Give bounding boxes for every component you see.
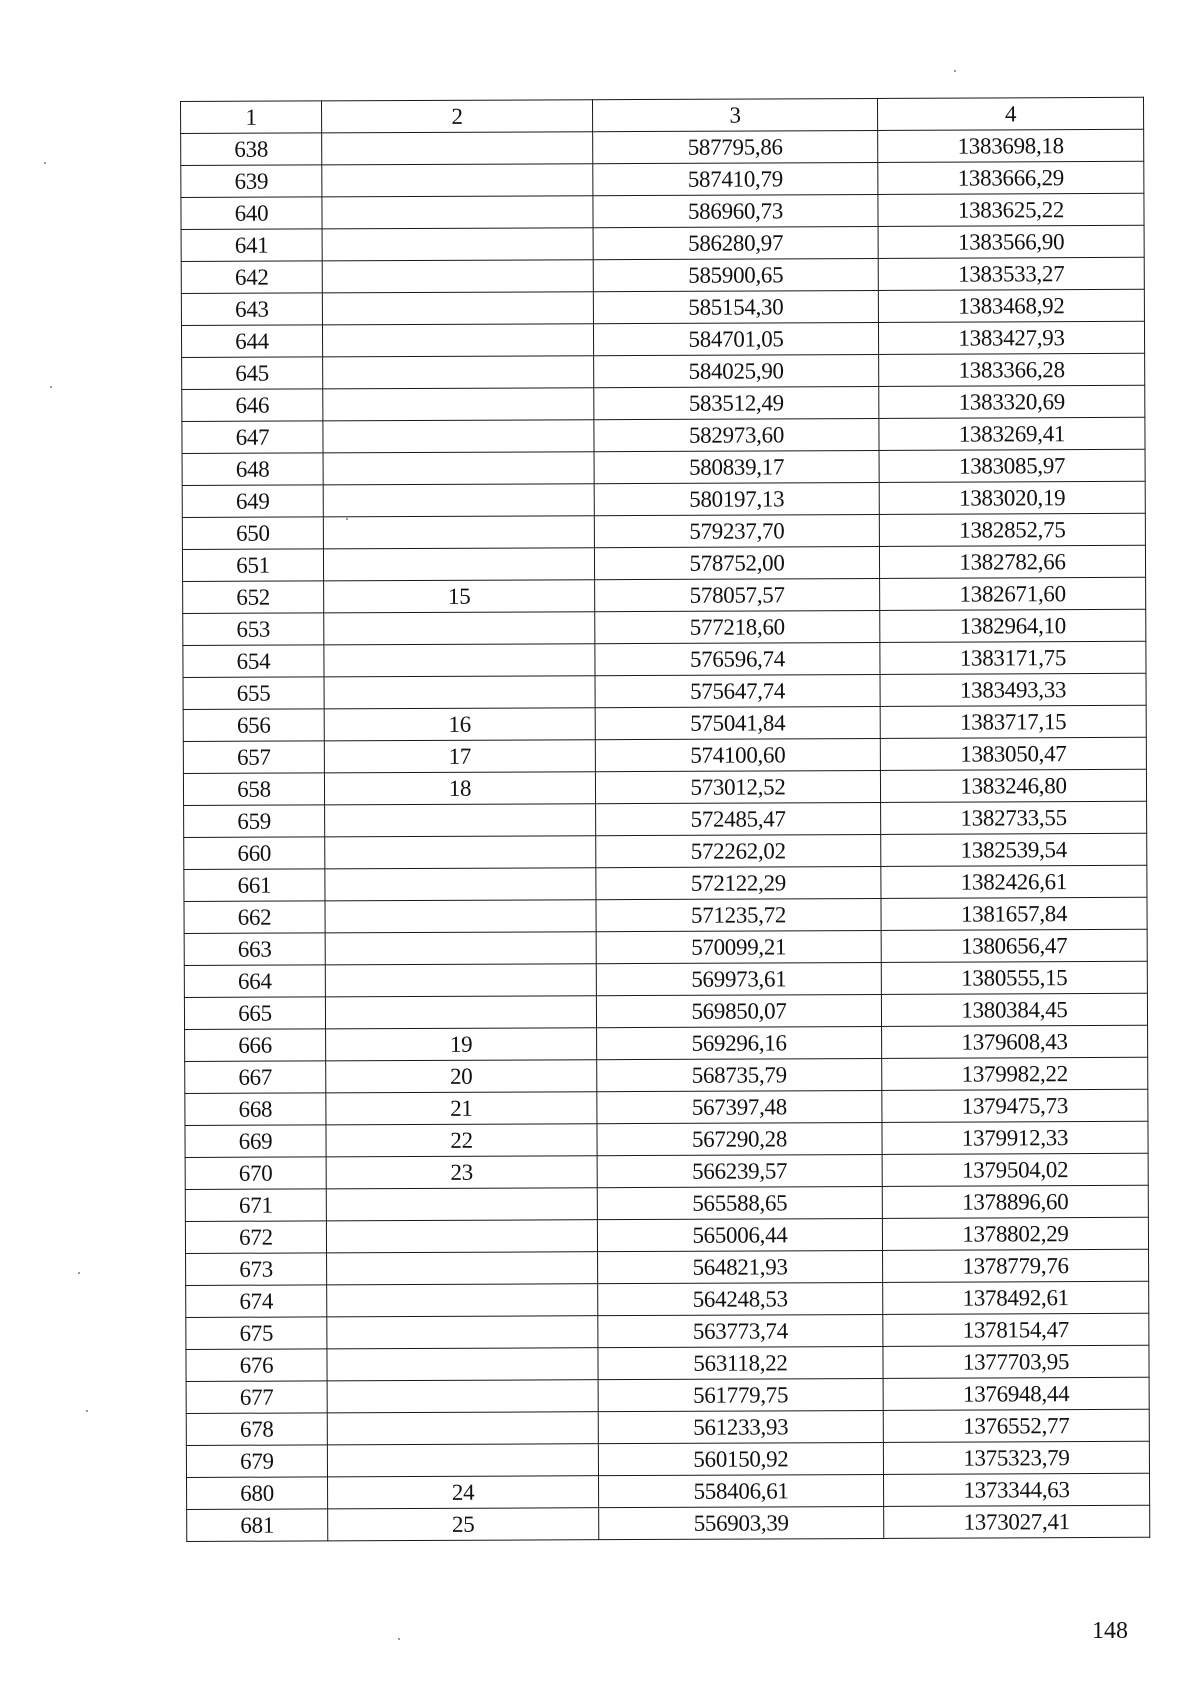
- coordinate-y-cell: 1383666,29: [878, 161, 1144, 194]
- secondary-number-cell: 24: [328, 1476, 599, 1509]
- coordinate-y-cell: 1376948,44: [883, 1377, 1149, 1410]
- table-row: [182, 513, 1145, 549]
- point-number-cell: 647: [182, 421, 323, 454]
- point-number-cell: 679: [186, 1445, 327, 1478]
- coordinate-x-cell: 571235,72: [596, 898, 881, 931]
- coordinate-x-cell: 556903,39: [599, 1506, 884, 1539]
- coordinate-x-cell: 584701,05: [593, 322, 878, 355]
- point-number-cell: 645: [182, 357, 323, 390]
- coordinate-y-cell: 1379504,02: [882, 1153, 1148, 1186]
- table-row: [186, 1313, 1149, 1349]
- coordinate-y-cell: 1383246,80: [880, 769, 1146, 802]
- secondary-number-cell: 18: [324, 772, 595, 805]
- coordinate-y-cell: 1382671,60: [880, 577, 1146, 610]
- coordinate-x-cell: 567290,28: [597, 1122, 882, 1155]
- point-number-cell: 677: [186, 1381, 327, 1414]
- table-row: [183, 577, 1146, 613]
- secondary-number-cell: [326, 1188, 597, 1221]
- point-number-cell: 652: [183, 581, 324, 614]
- scan-speck: [954, 70, 956, 72]
- secondary-number-cell: 25: [328, 1508, 599, 1541]
- point-number-cell: 640: [181, 197, 322, 230]
- secondary-number-cell: [323, 388, 594, 421]
- point-number-cell: 646: [182, 389, 323, 422]
- point-number-cell: 654: [183, 645, 324, 678]
- coordinate-y-cell: 1383171,75: [880, 641, 1146, 674]
- table-header: [181, 97, 1144, 133]
- secondary-number-cell: [325, 932, 596, 965]
- point-number-cell: 669: [185, 1125, 326, 1158]
- table-row: [185, 1057, 1148, 1093]
- table-row: [184, 993, 1147, 1029]
- coordinate-x-cell: 585900,65: [593, 258, 878, 291]
- coordinate-x-cell: 569296,16: [597, 1026, 882, 1059]
- coordinate-y-cell: 1382852,75: [879, 513, 1145, 546]
- scan-speck: [346, 518, 348, 520]
- table-row: [184, 865, 1147, 901]
- coordinate-x-cell: 578057,57: [595, 578, 880, 611]
- table-row: [185, 1089, 1148, 1125]
- coordinate-y-cell: 1383320,69: [879, 385, 1145, 418]
- scan-speck: [44, 162, 46, 164]
- table-row: [181, 321, 1144, 357]
- secondary-number-cell: 23: [326, 1156, 597, 1189]
- point-number-cell: 659: [184, 805, 325, 838]
- secondary-number-cell: [323, 452, 594, 485]
- secondary-number-cell: 21: [326, 1092, 597, 1125]
- point-number-cell: 678: [186, 1413, 327, 1446]
- coordinate-x-cell: 569973,61: [596, 962, 881, 995]
- coordinate-x-cell: 575041,84: [595, 706, 880, 739]
- secondary-number-cell: [324, 612, 595, 645]
- point-number-cell: 670: [185, 1157, 326, 1190]
- secondary-number-cell: [323, 484, 594, 517]
- scan-speck: [78, 1272, 80, 1274]
- header-cell-col-3: 3: [592, 98, 877, 131]
- point-number-cell: 675: [186, 1317, 327, 1350]
- coordinate-x-cell: 563118,22: [598, 1346, 883, 1379]
- point-number-cell: 680: [187, 1477, 328, 1510]
- coordinate-y-cell: 1383427,93: [878, 321, 1144, 354]
- coordinate-x-cell: 572262,02: [596, 834, 881, 867]
- coordinate-x-cell: 567397,48: [597, 1090, 882, 1123]
- secondary-number-cell: [323, 356, 594, 389]
- secondary-number-cell: [322, 164, 593, 197]
- point-number-cell: 639: [181, 165, 322, 198]
- table-row: [187, 1473, 1150, 1509]
- coordinate-y-cell: 1376552,77: [883, 1409, 1149, 1442]
- coordinate-x-cell: 572122,29: [596, 866, 881, 899]
- point-number-cell: 649: [182, 485, 323, 518]
- table-row: [186, 1377, 1149, 1413]
- table-row: [183, 641, 1146, 677]
- secondary-number-cell: [327, 1412, 598, 1445]
- table-row: [185, 1153, 1148, 1189]
- coordinate-x-cell: 564821,93: [598, 1250, 883, 1283]
- point-number-cell: 672: [185, 1221, 326, 1254]
- point-number-cell: 655: [183, 677, 324, 710]
- coordinate-x-cell: 587795,86: [593, 130, 878, 163]
- point-number-cell: 662: [184, 901, 325, 934]
- coordinate-y-cell: 1373344,63: [883, 1473, 1149, 1506]
- table-row: [186, 1345, 1149, 1381]
- coordinate-y-cell: 1380555,15: [881, 961, 1147, 994]
- secondary-number-cell: [322, 260, 593, 293]
- secondary-number-cell: [323, 548, 594, 581]
- table-row: [182, 545, 1145, 581]
- table-row: [182, 481, 1145, 517]
- table-row: [186, 1441, 1149, 1477]
- coordinate-x-cell: 563773,74: [598, 1314, 883, 1347]
- coordinate-y-cell: 1375323,79: [883, 1441, 1149, 1474]
- secondary-number-cell: [327, 1380, 598, 1413]
- secondary-number-cell: [322, 292, 593, 325]
- coordinate-x-cell: 580197,13: [594, 482, 879, 515]
- coordinate-y-cell: 1379475,73: [882, 1089, 1148, 1122]
- coordinate-y-cell: 1383625,22: [878, 193, 1144, 226]
- coordinate-y-cell: 1383085,97: [879, 449, 1145, 482]
- coordinate-y-cell: 1383493,33: [880, 673, 1146, 706]
- point-number-cell: 656: [183, 709, 324, 742]
- point-number-cell: 643: [181, 293, 322, 326]
- secondary-number-cell: [325, 836, 596, 869]
- coordinate-y-cell: 1378492,61: [883, 1281, 1149, 1314]
- coordinate-x-cell: 572485,47: [596, 802, 881, 835]
- secondary-number-cell: 22: [326, 1124, 597, 1157]
- coordinate-x-cell: 564248,53: [598, 1282, 883, 1315]
- coordinate-x-cell: 579237,70: [594, 514, 879, 547]
- coordinate-x-cell: 584025,90: [594, 354, 879, 387]
- secondary-number-cell: [322, 324, 593, 357]
- secondary-number-cell: [324, 676, 595, 709]
- coordinate-y-cell: 1379912,33: [882, 1121, 1148, 1154]
- secondary-number-cell: 15: [324, 580, 595, 613]
- table-row: [184, 929, 1147, 965]
- table-row: [186, 1249, 1149, 1285]
- secondary-number-cell: 16: [324, 708, 595, 741]
- header-cell-col-4: 4: [877, 97, 1143, 130]
- point-number-cell: 657: [183, 741, 324, 774]
- point-number-cell: 663: [184, 933, 325, 966]
- point-number-cell: 666: [185, 1029, 326, 1062]
- coordinate-x-cell: 561779,75: [598, 1378, 883, 1411]
- point-number-cell: 668: [185, 1093, 326, 1126]
- point-number-cell: 660: [184, 837, 325, 870]
- secondary-number-cell: [323, 516, 594, 549]
- secondary-number-cell: [322, 228, 593, 261]
- point-number-cell: 642: [181, 261, 322, 294]
- coordinate-y-cell: 1383366,28: [879, 353, 1145, 386]
- point-number-cell: 673: [186, 1253, 327, 1286]
- point-number-cell: 664: [184, 965, 325, 998]
- secondary-number-cell: [327, 1284, 598, 1317]
- coordinate-y-cell: 1379608,43: [882, 1025, 1148, 1058]
- coordinate-y-cell: 1382964,10: [880, 609, 1146, 642]
- table-body: [181, 129, 1150, 1541]
- secondary-number-cell: [325, 900, 596, 933]
- point-number-cell: 674: [186, 1285, 327, 1318]
- table-row: [186, 1409, 1149, 1445]
- secondary-number-cell: [322, 196, 593, 229]
- table-row: [183, 769, 1146, 805]
- table-row: [186, 1281, 1149, 1317]
- coordinate-x-cell: 569850,07: [596, 994, 881, 1027]
- coordinate-x-cell: 561233,93: [598, 1410, 883, 1443]
- scan-speck: [398, 1638, 400, 1640]
- point-number-cell: 638: [181, 133, 322, 166]
- point-number-cell: 641: [181, 229, 322, 262]
- secondary-number-cell: [322, 132, 593, 165]
- table-row: [181, 193, 1144, 229]
- coordinate-x-cell: 573012,52: [595, 770, 880, 803]
- table-row: [185, 1121, 1148, 1157]
- coordinate-y-cell: 1379982,22: [882, 1057, 1148, 1090]
- coordinate-x-cell: 586280,97: [593, 226, 878, 259]
- table-row: [184, 897, 1147, 933]
- coordinate-x-cell: 568735,79: [597, 1058, 882, 1091]
- coordinate-y-cell: 1378154,47: [883, 1313, 1149, 1346]
- coordinate-x-cell: 583512,49: [594, 386, 879, 419]
- table-row: [183, 609, 1146, 645]
- coordinate-y-cell: 1383717,15: [880, 705, 1146, 738]
- scan-speck: [86, 1410, 88, 1412]
- point-number-cell: 661: [184, 869, 325, 902]
- secondary-number-cell: [327, 1316, 598, 1349]
- table-row: [185, 1185, 1148, 1221]
- table-row: [182, 417, 1145, 453]
- secondary-number-cell: [324, 644, 595, 677]
- coordinate-x-cell: 558406,61: [599, 1474, 884, 1507]
- point-number-cell: 681: [187, 1509, 328, 1542]
- table-row: [182, 449, 1145, 485]
- point-number-cell: 644: [181, 325, 322, 358]
- table-row: [184, 833, 1147, 869]
- point-number-cell: 676: [186, 1349, 327, 1382]
- coordinate-y-cell: 1381657,84: [881, 897, 1147, 930]
- coordinate-y-cell: 1380656,47: [881, 929, 1147, 962]
- coordinate-x-cell: 574100,60: [595, 738, 880, 771]
- coordinate-y-cell: 1373027,41: [884, 1505, 1150, 1538]
- coordinate-y-cell: 1383269,41: [879, 417, 1145, 450]
- table-row: [183, 705, 1146, 741]
- table-row: [181, 225, 1144, 261]
- table-row: [181, 161, 1144, 197]
- coordinate-y-cell: 1378802,29: [882, 1217, 1148, 1250]
- secondary-number-cell: 17: [324, 740, 595, 773]
- coordinate-y-cell: 1380384,45: [881, 993, 1147, 1026]
- point-number-cell: 650: [182, 517, 323, 550]
- table-row: [183, 673, 1146, 709]
- table-row: [184, 961, 1147, 997]
- secondary-number-cell: [327, 1252, 598, 1285]
- point-number-cell: 665: [184, 997, 325, 1030]
- coordinate-x-cell: 577218,60: [595, 610, 880, 643]
- table-row: [187, 1505, 1150, 1541]
- table-row: [185, 1217, 1148, 1253]
- coordinate-x-cell: 578752,00: [594, 546, 879, 579]
- secondary-number-cell: [327, 1444, 598, 1477]
- table-row: [181, 129, 1144, 165]
- table-row: [183, 737, 1146, 773]
- point-number-cell: 667: [185, 1061, 326, 1094]
- point-number-cell: 653: [183, 613, 324, 646]
- page-number: 148: [1092, 1618, 1128, 1644]
- coordinate-y-cell: 1383468,92: [878, 289, 1144, 322]
- coordinate-x-cell: 565588,65: [597, 1186, 882, 1219]
- coordinate-x-cell: 565006,44: [597, 1218, 882, 1251]
- coordinate-y-cell: 1383050,47: [880, 737, 1146, 770]
- point-number-cell: 671: [185, 1189, 326, 1222]
- secondary-number-cell: [326, 1220, 597, 1253]
- table-row: [181, 289, 1144, 325]
- header-cell-col-1: 1: [181, 101, 322, 134]
- secondary-number-cell: 19: [326, 1028, 597, 1061]
- coordinate-x-cell: 566239,57: [597, 1154, 882, 1187]
- coordinate-x-cell: 575647,74: [595, 674, 880, 707]
- point-number-cell: 658: [183, 773, 324, 806]
- secondary-number-cell: 20: [326, 1060, 597, 1093]
- coordinate-y-cell: 1378896,60: [882, 1185, 1148, 1218]
- coordinate-y-cell: 1382733,55: [881, 801, 1147, 834]
- table-row: [185, 1025, 1148, 1061]
- coordinates-table: [180, 97, 1150, 1542]
- secondary-number-cell: [325, 868, 596, 901]
- point-number-cell: 651: [182, 549, 323, 582]
- scan-speck: [50, 386, 52, 388]
- table-row: [182, 353, 1145, 389]
- coordinate-y-cell: 1382539,54: [881, 833, 1147, 866]
- table-row: [181, 257, 1144, 293]
- secondary-number-cell: [325, 804, 596, 837]
- secondary-number-cell: [323, 420, 594, 453]
- coordinate-x-cell: 560150,92: [598, 1442, 883, 1475]
- coordinate-y-cell: 1383020,19: [879, 481, 1145, 514]
- secondary-number-cell: [327, 1348, 598, 1381]
- table-row: [182, 385, 1145, 421]
- header-row: [181, 97, 1144, 133]
- coordinate-y-cell: 1382782,66: [879, 545, 1145, 578]
- secondary-number-cell: [325, 964, 596, 997]
- coordinate-x-cell: 576596,74: [595, 642, 880, 675]
- header-cell-col-2: 2: [322, 100, 593, 133]
- coordinate-x-cell: 586960,73: [593, 194, 878, 227]
- coordinate-x-cell: 585154,30: [593, 290, 878, 323]
- point-number-cell: 648: [182, 453, 323, 486]
- coordinate-x-cell: 570099,21: [596, 930, 881, 963]
- coordinate-y-cell: 1383698,18: [878, 129, 1144, 162]
- secondary-number-cell: [325, 996, 596, 1029]
- coordinate-x-cell: 587410,79: [593, 162, 878, 195]
- table-row: [184, 801, 1147, 837]
- coordinate-y-cell: 1383533,27: [878, 257, 1144, 290]
- coordinate-y-cell: 1377703,95: [883, 1345, 1149, 1378]
- coordinate-x-cell: 582973,60: [594, 418, 879, 451]
- coordinate-y-cell: 1383566,90: [878, 225, 1144, 258]
- coordinate-y-cell: 1382426,61: [881, 865, 1147, 898]
- coordinate-y-cell: 1378779,76: [883, 1249, 1149, 1282]
- coordinate-x-cell: 580839,17: [594, 450, 879, 483]
